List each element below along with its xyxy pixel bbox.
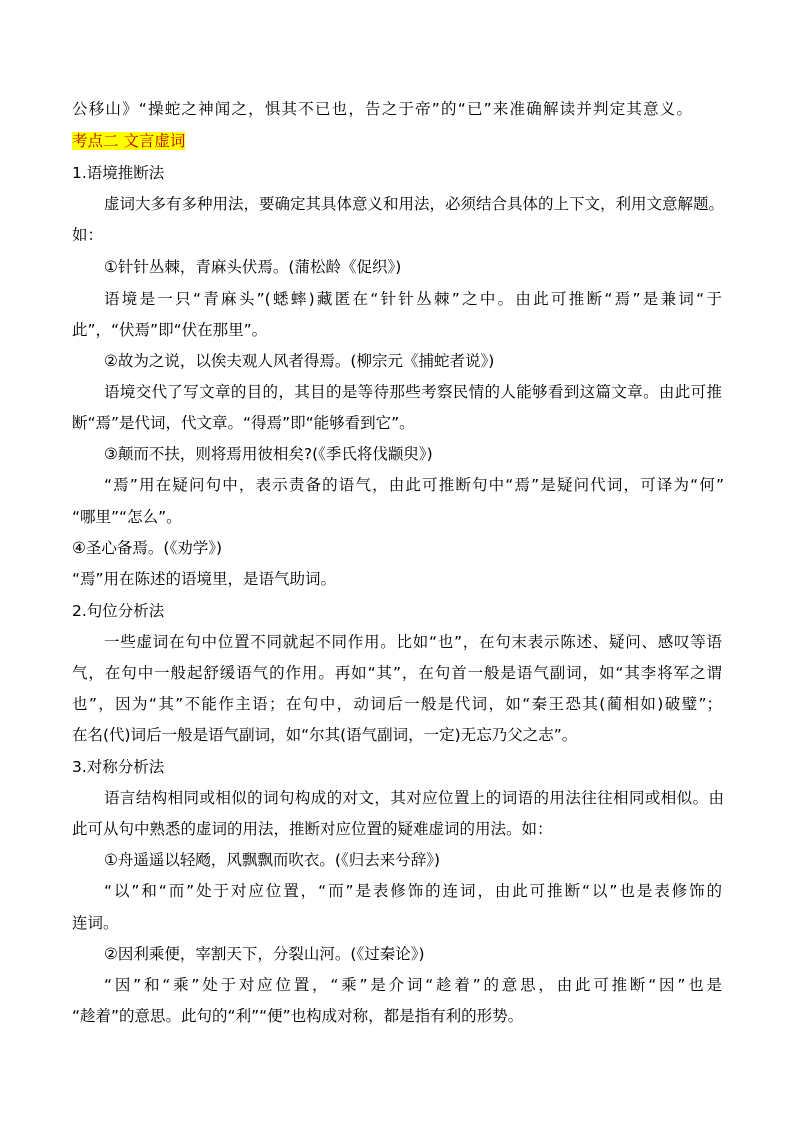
text-line: 虚词大多有多种用法，要确定其具体意义和用法，必须结合具体的上下文，利用文意解题。	[104, 195, 725, 213]
text-line: 语言结构相同或相似的词句构成的对文，其对应位置上的词语的用法往往相同或相似。由	[104, 789, 724, 807]
text-line: 语境是一只“青麻头”(蟋蟀)藏匿在“针针丛棘”之中。由此可推断“焉”是兼词“于	[104, 290, 722, 308]
text-line: “以”和“而”处于对应位置，“而”是表修饰的连词，由此可推断“以”也是表修饰的	[104, 882, 722, 900]
text-line: 在名(代)词后一般是语气副词，如“尔其(语气副词，一定)无忘乃父之志”。	[72, 726, 578, 744]
example-line: ③颠而不扶，则将焉用彼相矣?(《季氏将伐颛臾》)	[104, 445, 433, 463]
text-line: 如：	[72, 226, 104, 244]
example-line: ①舟遥遥以轻飏，风飘飘而吹衣。(《归去来兮辞》)	[104, 851, 440, 869]
text-line: 语境交代了写文章的目的，其目的是等待那些考察民情的人能够看到这篇文章。由此可推	[104, 383, 722, 401]
example-line: ②故为之说，以俟夫观人风者得焉。(柳宗元《捕蛇者说》)	[104, 352, 495, 370]
text-line: 此”，“伏焉”即“伏在那里”。	[72, 321, 268, 339]
subheading: 3.对称分析法	[72, 758, 165, 776]
text-line: 断“焉”是代词，代文章。“得焉”即“能够看到它”。	[72, 414, 415, 432]
text-line: 此可从句中熟悉的虚词的用法，推断对应位置的疑难虚词的用法。如：	[72, 820, 553, 838]
text-line: “焉”用在疑问句中，表示责备的语气，由此可推断句中“焉”是疑问代词，可译为“何”	[104, 476, 724, 494]
text-line: 一些虚词在句中位置不同就起不同作用。比如“也”，在句末表示陈述、疑问、感叹等语	[104, 633, 722, 651]
text-line: 也”，因为“其”不能作主语；在句中，动词后一般是代词，如“秦王恐其(蔺相如)破璧”；	[72, 695, 722, 713]
example-line: ①针针丛棘，青麻头伏焉。(蒲松龄《促织》)	[104, 258, 402, 276]
text-line: “哪里”“怎么”。	[72, 508, 182, 526]
example-line: ④圣心备焉。(《劝学》)	[72, 539, 222, 557]
subheading: 2.句位分析法	[72, 602, 165, 620]
text-line: “趁着”的意思。此句的“利”“便”也构成对称，都是指有利的形势。	[72, 1007, 524, 1025]
text-line: “焉”用在陈述的语境里，是语气助词。	[72, 570, 337, 588]
section-heading-label: 考点二 文言虚词	[72, 132, 186, 150]
subheading: 1.语境推断法	[72, 164, 165, 182]
text-line: 连词。	[72, 914, 119, 932]
example-line: ②因利乘便，宰割天下，分裂山河。(《过秦论》)	[104, 945, 425, 963]
text-line: 气，在句中一般起舒缓语气的作用。再如“其”，在句首一般是语气副词，如“其李将军之谓	[72, 664, 722, 682]
text-line: 公移山》“操蛇之神闻之，惧其不已也，告之于帝”的“已”来准确解读并判定其意义。	[72, 100, 692, 118]
section-heading	[0, 130, 794, 152]
text-line: “因”和“乘”处于对应位置，“乘”是介词“趁着”的意思，由此可推断“因”也是	[104, 976, 722, 994]
